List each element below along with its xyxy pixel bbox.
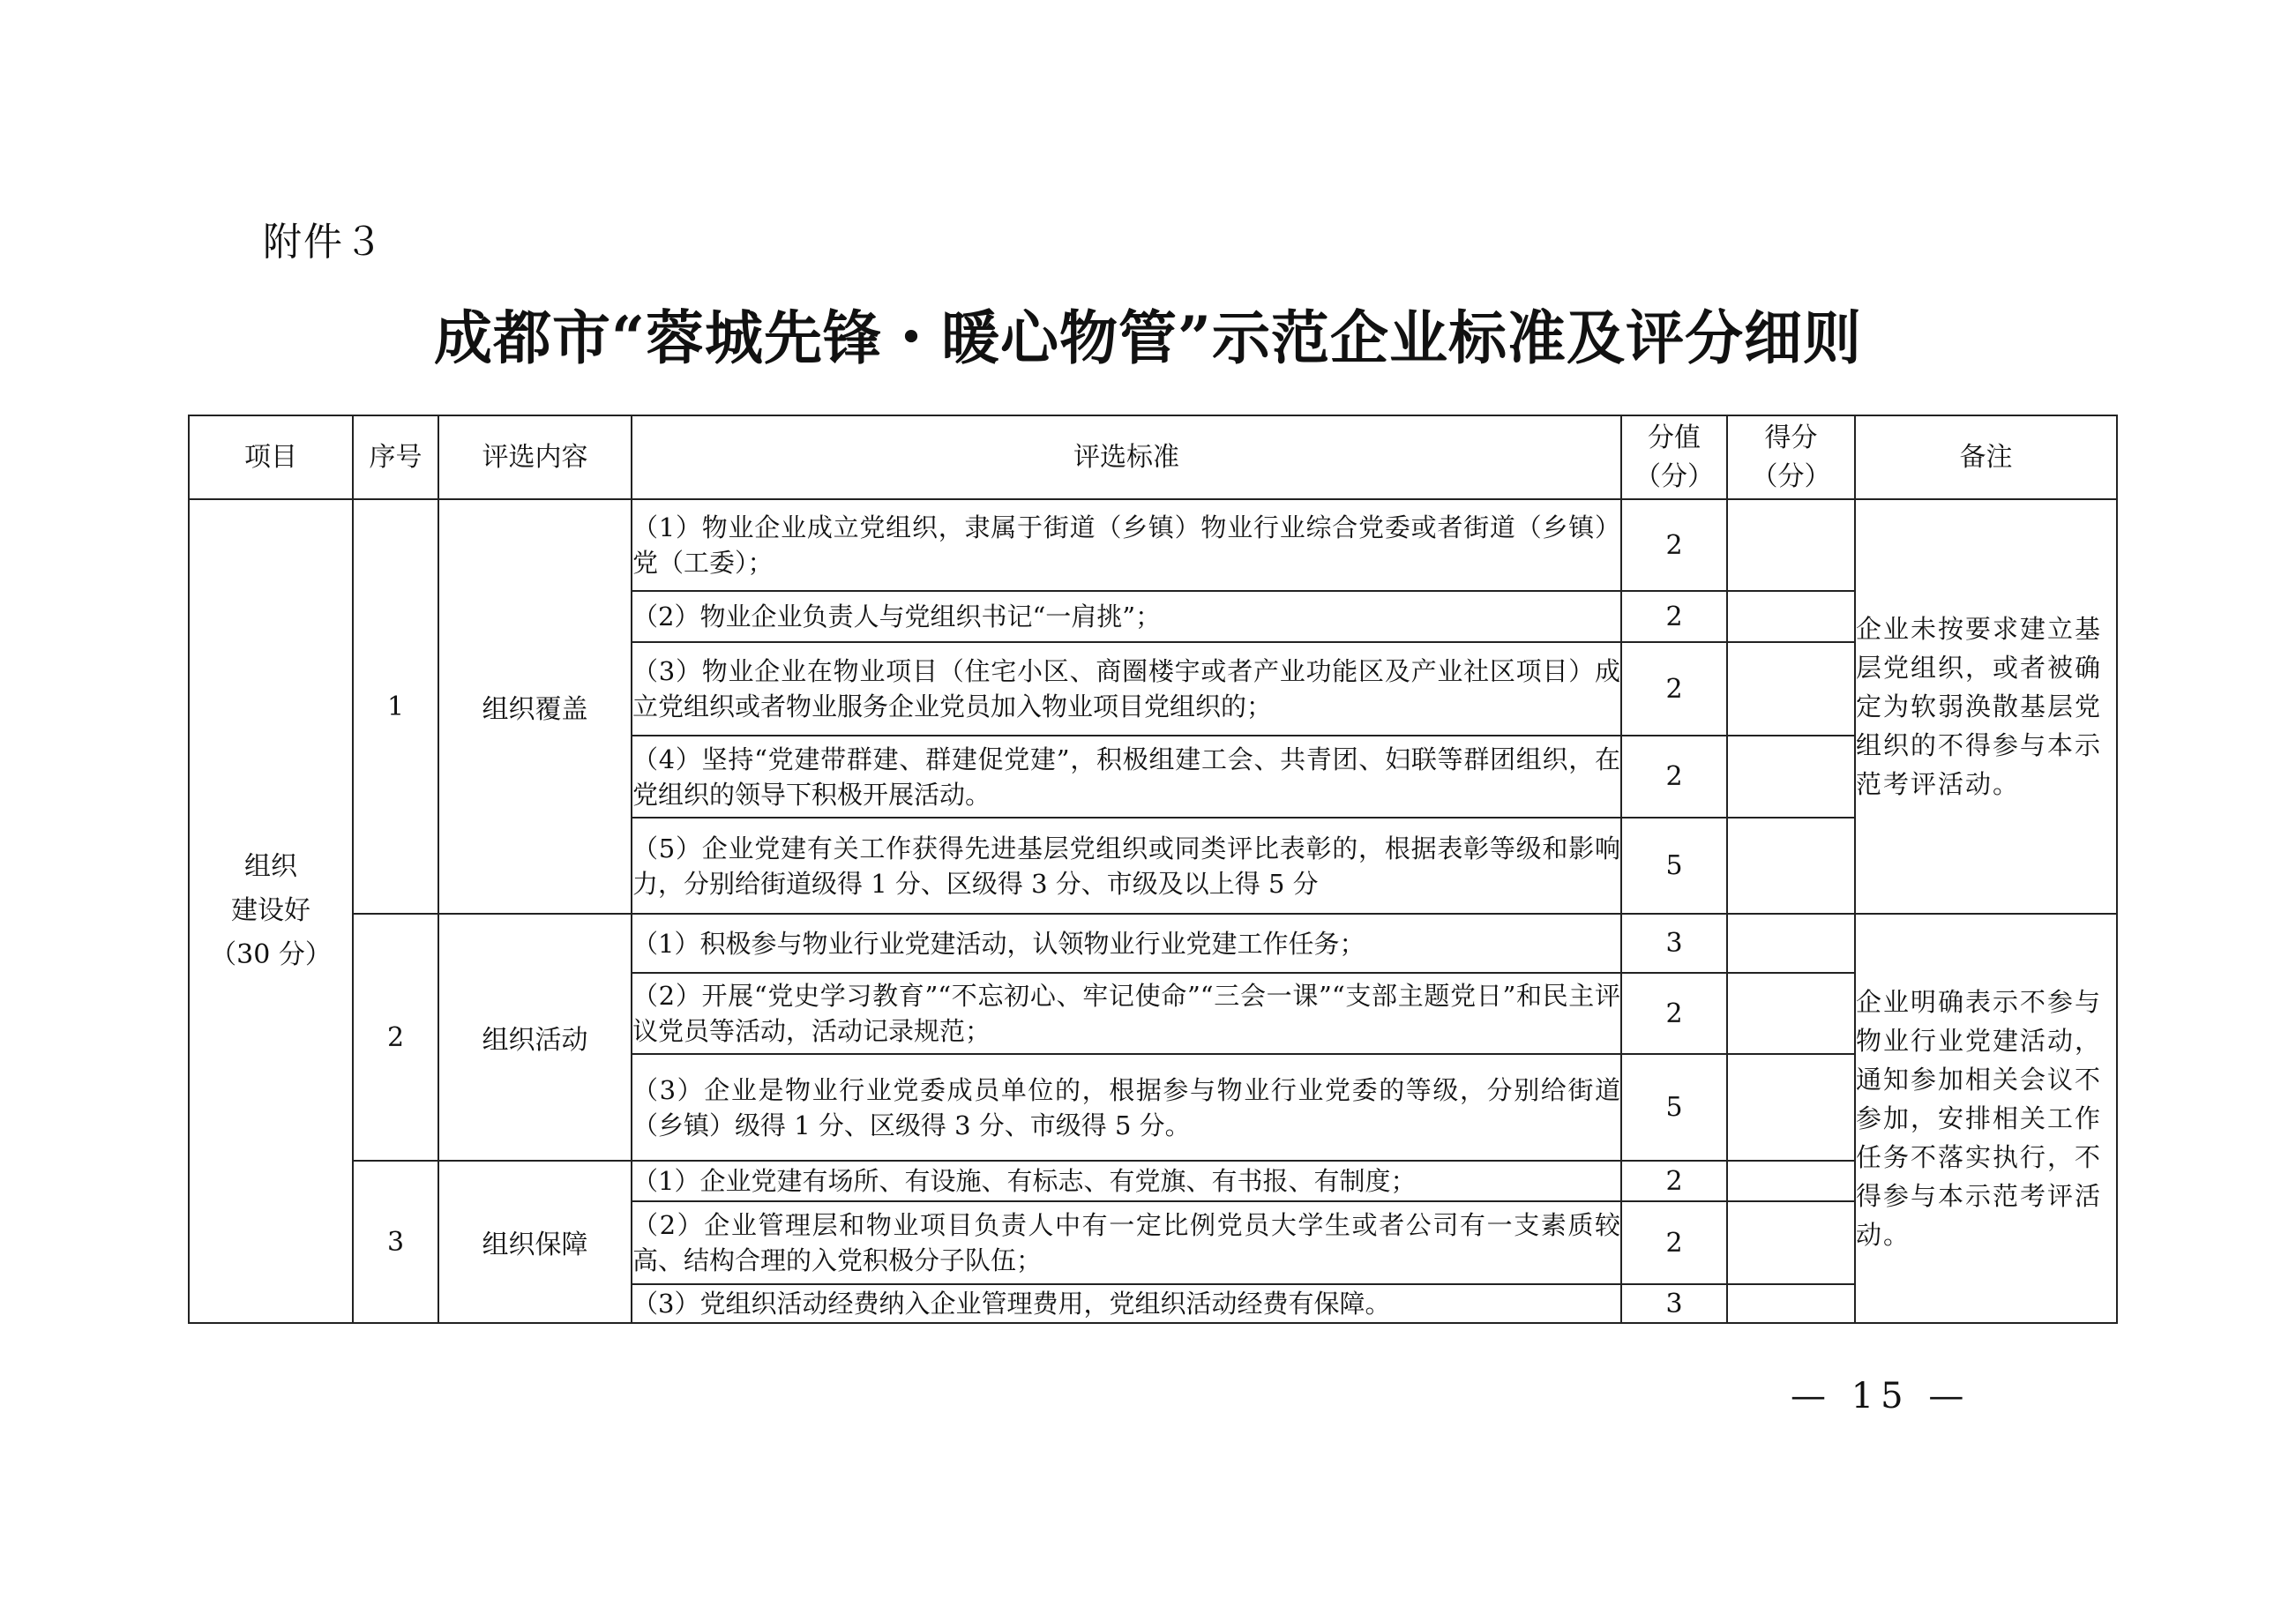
got-score-cell [1727,973,1855,1054]
page-number: — 15 — [1791,1376,1971,1416]
got-score-cell [1727,591,1855,642]
col-header-got [1727,415,1855,499]
project-line-1: 组织 [244,851,297,882]
col-header-got-l1: 得分 [1764,422,1818,453]
got-score-cell [1727,1161,1855,1201]
scoring-table [188,415,2118,1324]
table-row [189,499,2117,591]
standard-cell: （2）企业管理层和物业项目负责人中有一定比例党员大学生或者公司有一支素质较高、结构合理的入党积极分子队伍； [632,1201,1621,1284]
col-header-value [1621,415,1727,499]
standard-cell: （2）开展“党史学习教育”“不忘初心、牢记使命”“三会一课”“支部主题党日”和民主评议党员等活动，活动记录规范； [632,973,1621,1054]
score-cell: 2 [1621,1161,1727,1201]
col-header-got-l2: （分） [1751,460,1831,492]
table-row [189,914,2117,973]
col-header-value-l2: （分） [1634,460,1714,492]
score-cell: 5 [1621,1054,1727,1161]
standard-cell: （5）企业党建有关工作获得先进基层党组织或同类评比表彰的，根据表彰等级和影响力，分别给街道级得 1 分、区级得 3 分、市级及以上得 5 分 [632,818,1621,914]
score-cell: 2 [1621,591,1727,642]
score-cell: 2 [1621,736,1727,818]
score-cell: 2 [1621,499,1727,591]
score-cell: 3 [1621,1284,1727,1323]
seq-cell: 2 [353,914,438,1161]
attachment-label: 附件３ [263,220,385,265]
content-cell: 组织覆盖 [438,499,632,914]
got-score-cell [1727,1054,1855,1161]
got-score-cell [1727,818,1855,914]
got-score-cell [1727,1201,1855,1284]
standard-cell: （1）积极参与物业行业党建活动，认领物业行业党建工作任务； [632,914,1621,973]
project-line-2: 建设好 [231,895,310,926]
page-title: 成都市“蓉城先锋・暖心物管”示范企业标准及评分细则 [434,303,1862,372]
note-cell: 企业未按要求建立基层党组织，或者被确定为软弱涣散基层党组织的不得参与本示范考评活动。 [1855,499,2117,914]
score-cell: 2 [1621,1201,1727,1284]
col-header-project: 项目 [189,415,353,499]
standard-cell: （4）坚持“党建带群建、群建促党建”，积极组建工会、共青团、妇联等群团组织，在党组织的领导下积极开展活动。 [632,736,1621,818]
standard-cell: （3）物业企业在物业项目（住宅小区、商圈楼宇或者产业功能区及产业社区项目）成立党组织或者物业服务企业党员加入物业项目党组织的； [632,642,1621,736]
got-score-cell [1727,914,1855,973]
score-cell: 3 [1621,914,1727,973]
got-score-cell [1727,642,1855,736]
col-header-seq: 序号 [353,415,438,499]
got-score-cell [1727,1284,1855,1323]
project-line-3: （30 分） [210,939,332,970]
standard-cell: （3）党组织活动经费纳入企业管理费用，党组织活动经费有保障。 [632,1284,1621,1323]
table-row [189,1161,2117,1201]
content-cell: 组织活动 [438,914,632,1161]
header-row [189,415,2117,499]
score-cell: 2 [1621,973,1727,1054]
note-cell: 企业明确表示不参与物业行业党建活动，通知参加相关会议不参加，安排相关工作任务不落实执行，不得参与本示范考评活动。 [1855,914,2117,1323]
col-header-value-l1: 分值 [1648,422,1701,453]
col-header-note: 备注 [1855,415,2117,499]
standard-cell: （3）企业是物业行业党委成员单位的，根据参与物业行业党委的等级，分别给街道（乡镇）级得 1 分、区级得 3 分、市级得 5 分。 [632,1054,1621,1161]
col-header-standard: 评选标准 [632,415,1621,499]
col-header-content: 评选内容 [438,415,632,499]
got-score-cell [1727,499,1855,591]
standard-cell: （2）物业企业负责人与党组织书记“一肩挑”； [632,591,1621,642]
seq-cell: 3 [353,1161,438,1323]
project-cell [189,499,353,1323]
score-cell: 2 [1621,642,1727,736]
score-cell: 5 [1621,818,1727,914]
got-score-cell [1727,736,1855,818]
content-cell: 组织保障 [438,1161,632,1323]
standard-cell: （1）企业党建有场所、有设施、有标志、有党旗、有书报、有制度； [632,1161,1621,1201]
standard-cell: （1）物业企业成立党组织，隶属于街道（乡镇）物业行业综合党委或者街道（乡镇）党（工委）； [632,499,1621,591]
seq-cell: 1 [353,499,438,914]
